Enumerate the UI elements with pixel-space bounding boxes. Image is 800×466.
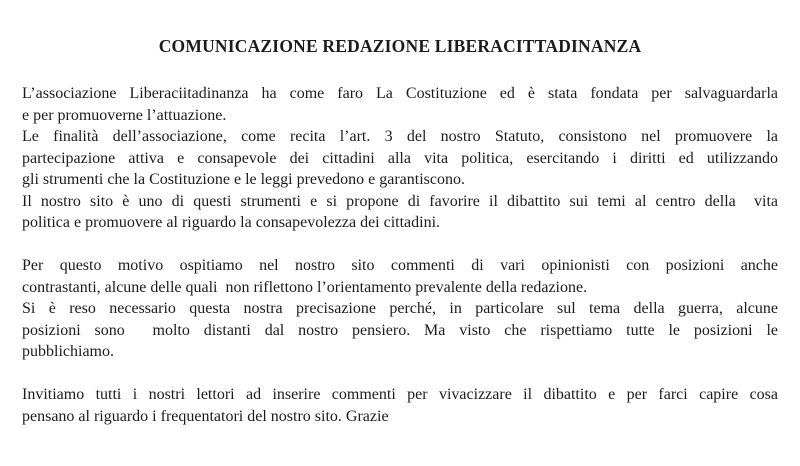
text-line: gli strumenti che la Costituzione e le leggi prevedono e garantiscono.: [22, 171, 465, 188]
text-line: Si è reso necessario questa nostra precisazione perché, in particolare sul tema della guerra, alcune: [22, 300, 778, 317]
text-line: Per questo motivo ospitiamo nel nostro sito commenti di vari opinionisti con posizioni anche: [22, 257, 778, 274]
document-body: [22, 83, 778, 427]
text-line: [22, 363, 778, 385]
document-title: COMUNICAZIONE REDAZIONE LIBERACITTADINANZA: [158, 36, 642, 56]
text-line: e per promuoverne l’attuazione.: [22, 106, 227, 124]
text-line: contrastanti, alcune delle quali non riflettono l’orientamento prevalente della redazione.: [22, 278, 588, 296]
text-line: posizioni sono molto distanti dal nostro pensiero. Ma visto che rispettiamo tutte le posizioni le: [22, 321, 778, 339]
text-line: Il nostro sito è uno di questi strumenti e si propone di favorire il dibattito sui temi al centro della vita: [22, 192, 778, 210]
text-line: politica e promuovere al riguardo la consapevolezza dei cittadini.: [22, 214, 441, 231]
text-line: Invitiamo tutti i nostri lettori ad inserire commenti per vivacizzare il dibattito e per farci capire cosa: [22, 386, 778, 403]
text-line: pubblichiamo.: [22, 343, 114, 360]
text-line: pensano al riguardo i frequentatori del nostro sito. Grazie: [22, 407, 389, 425]
text-line: L’associazione Liberaciitadinanza ha come faro La Costituzione ed è stata fondata per salvaguardarla: [22, 85, 778, 102]
text-line: Le finalità dell’associazione, come recita l’art. 3 del nostro Statuto, consistono nel promuovere la: [22, 128, 778, 145]
text-line: partecipazione attiva e consapevole dei cittadini alla vita politica, esercitando i diritti ed utilizzando: [22, 149, 778, 167]
text-line: [22, 234, 778, 256]
